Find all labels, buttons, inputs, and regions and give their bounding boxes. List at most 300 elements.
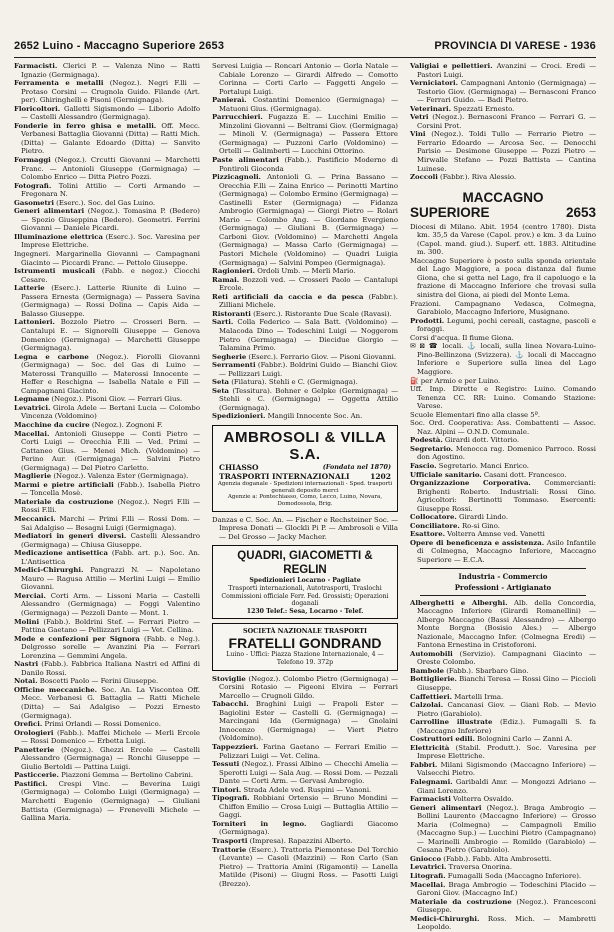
ad-gondrand-top: SOCIETÀ NAZIONALE TRASPORTI: [242, 627, 368, 636]
directory-entry: [410, 795, 596, 804]
entry-text: Pangrazzi N. — Napoletano Mauro — Ragusa Attilio — Merlini Luigi — Emilio Giovanni.: [21, 566, 200, 592]
entry-category: Levatrici.: [14, 403, 51, 412]
entry-text: Servesi Luigia — Roncari Antonio — Gorla Natale — Cabiale Lorenzo — Girardi Alfredo — Comotto Corinna — Corti Carlo — Faggetti Angelo — Portalupi Luigi.: [212, 62, 398, 96]
entry-text: Gagliardi Giacomo (Germignaga).: [219, 819, 398, 837]
directory-entry: [14, 404, 200, 421]
entry-text: Corti Arm. — Lissoni Maria — Castelli Alessandro (Germignaga) — Foggi Valentino (Germignaga) — Pezzoli Dante — Mont. 1.: [21, 591, 200, 617]
entry-category: Seta: [212, 378, 230, 387]
directory-entry: [14, 267, 200, 284]
entry-text: Antonioli Giuseppe — Conti Pietro — Corti Luigi — Orecchia F.lli — Ved. Primi — Cattaneo Gius. — Menei Mich. (Voldomino) — Perino Aur. (Germignaga) — Salvini Pietro (Germignaga) — Del Pietro Carletto.: [21, 429, 200, 472]
directory-entry: [14, 498, 200, 515]
entry-text: (Negoz.). Zognoni F.: [89, 420, 163, 429]
entry-category: Orefici.: [14, 720, 43, 729]
entry-category: Ramai.: [212, 275, 240, 284]
directory-entry: [14, 618, 200, 635]
directory-entry: [212, 267, 398, 276]
entry-text: (Tessitura). Bohner e Gelpke (Germignaga) — Stehli e C. (Germignaga) — Oggetta Attilio (Germignaga).: [219, 386, 398, 412]
directory-entry: [410, 436, 596, 445]
entry-text: Alb. della Concordia, Maccagno Inferiore (Girardi Romanellini) — Albergo Maccagno (Bassi Alessandro) — Albergo Monte Borgna (Bosisio Ales.) — Albergo Nazionale, Maccagno Infer. (Colmegna Eredi) — Fantona Ernestina in Cristoforoni.: [417, 598, 596, 650]
entry-category: Fabbri.: [410, 760, 438, 769]
entry-text: (Impresa). Rapazzini Alberto.: [247, 836, 353, 845]
town-name-2: SUPERIORE: [410, 204, 490, 220]
entry-text: Braga Ambrogio — Todeschini Placido — Garoni Giov. (Maccagno Inf.): [417, 880, 596, 898]
ad-quadri-row: Spedizionieri Locarno - Pagliate: [249, 577, 361, 585]
entry-text: Soc. Ord. Cooperativa: Ass. Combattenti — Assoc. Naz. Alpini — O.N.D. Comunale.: [410, 419, 596, 436]
entry-text: (Fabbr.). Zilliani Michele.: [219, 292, 398, 310]
directory-entry: [14, 566, 200, 592]
entry-category: Generi alimentari: [410, 803, 482, 812]
column-3: [410, 62, 597, 932]
entry-text: Colla Federico — Sala Batt. (Voldomino) — Malacoda Dino — Todeschini Luigi — Noggerom Pietro (Germignaga) — Diecidue Giorgio — Talamina Primo.: [219, 318, 398, 353]
directory-entry: [14, 395, 200, 404]
entry-category: Gasometri: [14, 198, 54, 207]
directory-entry: [14, 421, 200, 430]
ad-ambrosoli-service-row: [215, 472, 395, 481]
entry-text: Frazioni. Campagnano Vedasca, Colmegna, Garabiolo, Maccagno Inferiore, Musignano.: [410, 299, 596, 317]
ad-gondrand: [212, 623, 398, 670]
directory-entry: [212, 361, 398, 378]
directory-entry: [410, 701, 596, 718]
entry-category: Maglierie: [14, 472, 52, 481]
directory-entry: [212, 387, 398, 413]
entry-text: Bozzoli ved. — Crosseri Paolo — Cantalupi Ercole.: [219, 275, 398, 293]
entry-text: Ro-si Gino.: [459, 521, 500, 530]
directory-entry: [410, 513, 596, 522]
header-left: 2652 Luino - Maccagno Superiore 2653: [14, 40, 225, 52]
entry-category: Carrolline illustrate: [410, 718, 493, 727]
entry-category: Farmacisti: [410, 795, 451, 804]
entry-category: Bottiglierie.: [410, 675, 457, 684]
entry-text: (Negoz.). Colombo Pietro (Germignaga) — Corsini Rotasio — Pigeoni Elvira — Ferrari Marcello — Crugnoli Gildo.: [219, 674, 398, 700]
ad-quadri-row: Commissioni officiale Ferr. Fed. Grossisti; Operazioni doganali: [221, 592, 389, 608]
directory-entry: [410, 855, 596, 864]
entry-text: Fugazza E. — Lucchini Emilio — Minzolini Giovanni — Beltrami Giov. (Germignaga) — Minoli V. (Germignaga) — Passera Ettore (Germignaga) — Puzzoni Carlo (Voldomino) — Ortelli — Galimberti — Lucchini Ottorino.: [219, 113, 398, 156]
ad-quadri-row: 1230 Telef.: Sesa, Locarno - Telef.: [246, 607, 364, 615]
ad-ambrosoli-founded: (Fondata nel 1870): [322, 462, 391, 471]
entry-text: Bozzolo Pietro — Crosseri Bern. — Cantalupi E. — Signorelli Giuseppe — Genova Domenico (Germignaga) — Marchetti Giuseppe (Germignaga).: [21, 318, 200, 353]
entry-category: Parrucchieri.: [212, 113, 263, 122]
entry-text: Mangili Innocente Soc. An.: [265, 412, 363, 421]
directory-entry: [212, 96, 398, 113]
entry-text: Clerici P. — Valenza Nino — Ratti Ignazio (Germignaga).: [21, 62, 200, 79]
entry-text: Costantini Domenico (Germignaga) — Matuoni Gius. (Germignaga).: [219, 96, 398, 113]
entry-category: Bambole: [410, 666, 444, 675]
entry-text: (Fabb.). Maffei Michele — Merli Ercole — Rossi Domenico — Erbetta Luigi.: [21, 728, 200, 746]
entry-text: (Negoz.). Francesconi Giuseppe.: [417, 897, 596, 915]
entry-category: Torniteri in legno.: [212, 819, 307, 828]
directory-entry: [410, 881, 596, 898]
entry-text: (Servizio). Campagnani Giacinto — Oreste Colombo.: [417, 649, 596, 667]
entry-text: Danzas e C. Soc. An. — Fischer e Rechsteiner Soc. — Impresa Donati — Glockli Pi P. — Ambrosoli e Villa — Del Grosso — Jacky Macher.: [212, 515, 398, 541]
entry-text: Garibaldi Amr. — Mongozzi Adriano — Giani Lorenzo.: [417, 778, 596, 795]
entry-category: Conciliatore.: [410, 521, 460, 530]
entry-text: Braghini Luigi — Frapoli Ester — Bagiolini Ester — Castelli G. (Germignaga) — Marcingani Ida (Germignaga) — Gnolaini Innocenzo (Germignaga) — Viert Pietro (Voldomino).: [219, 700, 398, 743]
entry-category: Farmacisti.: [14, 62, 58, 70]
directory-entry: [410, 675, 596, 692]
directory-entry: [410, 761, 596, 778]
entry-category: Veterinari.: [410, 104, 452, 113]
directory-entry: [410, 693, 596, 702]
entry-text: ⛽ per Armio e per Luino.: [410, 376, 501, 385]
directory-entry: [410, 113, 596, 130]
entry-category: Alberghetti e Alberghi.: [410, 598, 508, 607]
directory-entry: [14, 780, 200, 823]
entry-category: Zoccoli: [410, 173, 438, 182]
entries-col2a: [212, 62, 398, 421]
town-code: 2653: [565, 204, 596, 220]
ad-quadri-title: QUADRI, GIACOMETTI & REGLIN: [237, 550, 373, 577]
directory-entry: [14, 592, 200, 618]
entry-text: Ross. Mich. — Mambretti Leopoldo.: [417, 914, 596, 932]
entry-text: Avanzini — Croci. Eredi — Pastori Luigi.: [417, 62, 596, 79]
entry-category: Mode e confezioni per Signora: [14, 634, 140, 643]
entry-category: Molini: [14, 617, 40, 626]
ad-gondrand-address: Luino - Uffici: Piazza Stazione Internazionale, 4 — Telefono 19.: [226, 651, 384, 666]
entry-text: Segretario. Manci Enrico.: [436, 461, 529, 470]
directory-entry: [410, 667, 596, 676]
directory-entry: [410, 79, 596, 105]
entry-category: Ristoranti: [212, 309, 251, 318]
entry-text: (Negoz.). Pisoni Giov. — Ferrari Gius.: [49, 395, 183, 404]
entry-text: Diocesi di Milano. Abit. 1954 (centro 1780). Dista km. 35,5 da Varese (Capol. prov.) e km. 3 da Luino (Capol. mand. giud.). Superf. ett. 1883. Altitudine m. 300.: [410, 222, 596, 257]
entry-text: Girola Adele — Bertani Lucia — Colombo Vincenza (Voldomino): [21, 403, 200, 421]
entries-col2c: [212, 675, 398, 889]
entry-category: Ufficiale sanitario.: [410, 470, 482, 479]
directory-entry: [410, 530, 596, 539]
directory-entry: [410, 62, 596, 79]
entry-text: Menocca rag. Domenico Parroco. Rossi don Agostino.: [417, 444, 596, 462]
ad-quadri-row: Trasporti internazionali, Autotrasporti, Traslochi: [228, 585, 382, 593]
entry-category: Stoviglie: [212, 674, 246, 683]
entry-category: Ragionieri.: [212, 267, 256, 276]
entry-category: Valigiai e pellettieri.: [410, 62, 493, 70]
entry-text: Milani Sigismondo (Maccagno Inferiore) — Valsecchi Pietro.: [417, 760, 596, 778]
entry-category: Seta: [212, 386, 230, 395]
directory-entry: [212, 173, 398, 267]
entry-text: Asilo Infantile di Colmegna, Maccagno Inferiore, Maccagno Superiore — E.C.A.: [417, 538, 596, 564]
entry-category: Paste alimentari: [212, 156, 279, 165]
directory-entry: [212, 743, 398, 760]
directory-entry: [212, 293, 398, 310]
entry-category: Materiale da costruzione: [14, 497, 114, 506]
entry-text: Girardi dott. Vittorio.: [442, 436, 520, 445]
directory-entry: [410, 471, 596, 480]
entry-category: Fonderie in ferro ghisa e metalli.: [14, 121, 157, 130]
section-subtitle: Professioni - Artigianato: [454, 582, 552, 592]
entry-text: Spezzati Ernesto.: [451, 104, 515, 113]
entry-text: Traversa Onorina.: [446, 863, 513, 872]
directory-entry: [410, 300, 596, 317]
entry-text: (Negoz.). Negri F.lli — Protaso Corsini — Crugnola Guido. Filande (Art. per). Ghiringhelli e Pisoni (Germignaga).: [21, 79, 200, 105]
entry-category: Elettricità: [410, 743, 450, 752]
entry-text: Castelli Alessandro (Germignaga) — Chiusa Giuseppe.: [21, 532, 200, 549]
ad-ambrosoli-service: TRASPORTI INTERNAZIONALI: [219, 471, 350, 481]
section-title: Industria - Commercio: [458, 571, 548, 581]
directory-entry: [212, 378, 398, 387]
page-header: [14, 40, 596, 56]
ad-ambrosoli-line: Agenzia doganale - Spedizioni internazionali - Sped. trasporti generali deposito merci: [217, 480, 393, 494]
entry-category: Vetri: [410, 113, 429, 122]
directory-entry: [14, 720, 200, 729]
directory-entry: [14, 233, 200, 250]
header-rule: [14, 57, 596, 58]
entry-text: Legumi, pochi cereali, castagne, pascoli e foraggi.: [417, 316, 596, 334]
directory-entry: [14, 353, 200, 396]
entry-text: (Negoz.). Fiorolli Giovanni (Germignaga) — Soc. del Gas di Luino — Materossi Tranquillo — Materossi Innocente — Heffer e Reschigna — Isabella Natale e Fill — Campagnani Giacinto.: [21, 352, 200, 395]
directory-entry: [410, 479, 596, 513]
directory-entry: [410, 872, 596, 881]
directory-entry: [212, 846, 398, 889]
entry-category: Macellai.: [410, 880, 446, 889]
entry-category: Panieraì.: [212, 96, 247, 105]
directory-entry: [410, 411, 596, 420]
directory-entry: [212, 318, 398, 352]
entry-category: Mediatori in generi diversi.: [14, 532, 127, 541]
entry-category: Serramenti: [212, 361, 256, 370]
directory-entry: [14, 79, 200, 105]
entry-category: Falegnami.: [410, 778, 453, 787]
directory-entry: [212, 760, 398, 786]
entry-category: Medicazione antisettica: [14, 549, 108, 558]
entry-category: Generi alimentari: [14, 207, 85, 216]
entry-category: Calzolai.: [410, 701, 444, 710]
column-1: [14, 62, 200, 898]
directory-entry: [410, 778, 596, 795]
entry-text: (Filatura). Stehli e C. (Germignaga).: [229, 378, 358, 387]
directory-entry: [212, 786, 398, 795]
entry-category: Vini: [410, 130, 426, 139]
entry-text: Cancanasi Giov. — Giani Rob. — Mevio Pietro (Garabiolo).: [417, 701, 596, 718]
entry-text: (Eserc.). Ferrario Giov. — Pisoni Giovanni.: [246, 352, 397, 361]
entry-text: Casani dott. Francesco.: [481, 470, 567, 479]
entry-text: (Negoz.). Ghezzi Ercole — Castelli Alessandro (Germignaga) — Ronchi Giuseppe — Giulio Bertoldi — Pattina Luigi.: [21, 745, 200, 771]
entry-category: Tabacchi.: [212, 700, 249, 709]
directory-entry: [212, 276, 398, 293]
directory-entry: [14, 746, 200, 772]
entry-text: Piazzoni Gemma — Bertolino Cabrini.: [58, 771, 194, 780]
directory-entry: [410, 804, 596, 855]
directory-entry: [212, 516, 398, 542]
entry-category: Segherie: [212, 352, 247, 361]
column-2: [212, 62, 398, 898]
entry-category: Gniocco: [410, 854, 442, 863]
entry-category: Legname: [14, 395, 50, 404]
entry-text: Commercianti: Brighenti Roberto. Industriali: Rossi Gino. Agricoltori: Bertinotti Tommaso. Esercenti: Giuseppe Rossi.: [417, 479, 596, 513]
entry-text: Off. Mecc. Verbanesi Battaglia Giovanni (Ditta) — Ratti Mich. (Ditta) — Galante Edoardo (Ditta) — Sanvito Pietro.: [21, 121, 201, 156]
entry-category: Fascio.: [410, 461, 437, 470]
ad-gondrand-title: FRATELLI GONDRAND: [228, 635, 382, 652]
entry-text: Volterra Amnse ved. Vanetti: [444, 530, 545, 539]
entry-category: Trasporti: [212, 836, 248, 845]
directory-entry: [410, 863, 596, 872]
entry-text: (Fabb.). Sbarbaro Gino.: [444, 666, 529, 675]
entry-text: (Negoz.). Frassi Albino — Checchi Amelia — Sperotti Luigi — Sala Aug. — Rossi Dom. — Pezzali Dante — Corti Arm. — Gervasi Ambrogio.: [219, 760, 398, 786]
section-divider: [420, 568, 586, 569]
entry-category: Prodotti.: [410, 316, 445, 325]
entry-text: Martelli Irma.: [452, 692, 504, 701]
entry-text: Ingegneri. Margarinella Giovanni — Campagnani Giacinto — Piccardi Franc. — Pettolo Giuseppe.: [14, 250, 200, 267]
directory-entry: [14, 515, 200, 532]
entry-category: Opere di beneficenza e assistenza.: [410, 538, 545, 547]
directory-entry: [212, 675, 398, 701]
town-name-1: MACCAGNO: [462, 189, 544, 205]
directory-entry: [212, 820, 398, 837]
directory-entry: [410, 735, 596, 744]
entry-category: Automobili: [410, 649, 453, 658]
directory-entry: [14, 284, 200, 318]
entry-text: (Stabil. Produtt.). Soc. Varesina per Imprese Elettriche.: [417, 743, 596, 761]
entry-text: (Eserc.). Soc. del Gas Luino.: [53, 198, 156, 207]
directory-entry: [212, 353, 398, 362]
entry-text: Galletti Sigismondo — Liborio Adolfo — Castelli Alessandro (Germignaga).: [21, 104, 200, 122]
directory-entry: [410, 223, 596, 257]
directory-entry: [410, 744, 596, 761]
directory-entry: [14, 472, 200, 481]
entry-text: Corsi d'acqua. Il fiume Giona.: [410, 333, 514, 342]
entry-category: Illuminazione elettrica: [14, 232, 103, 241]
ad-ambrosoli-title: AMBROSOLI & VILLA S.A.: [223, 428, 387, 463]
entry-text: (Negoz.). Valenza Ester (Germignaga).: [51, 472, 189, 481]
entry-text: Ordoli Umb. — Merli Mario.: [255, 267, 356, 276]
entry-category: Panetterie: [14, 745, 55, 754]
entry-text: (Eserc.). Ristorante Due Scale (Ravasi).: [250, 309, 392, 318]
ad-quadri-giacometti: [212, 545, 398, 619]
entry-category: Levatrici.: [410, 863, 447, 872]
directory-entry: [212, 156, 398, 173]
directory-entry: [14, 771, 200, 780]
entry-text: (Fabb.). Fabb. Alta Ambrosetti.: [441, 854, 552, 863]
entry-category: Pizzicagnoli.: [212, 173, 261, 182]
directory-entry: [410, 419, 596, 436]
entry-category: Latterie: [14, 284, 45, 293]
directory-entry: [410, 522, 596, 531]
ad-ambrosoli-phone: 1202: [370, 471, 391, 481]
entry-category: Collocatore.: [410, 513, 457, 522]
entry-category: Legna e carbone: [14, 352, 89, 361]
entry-text: Volterra Osvaldo.: [450, 795, 514, 804]
entry-text: (Fabb.). Boldrini Stef. — Ferrari Pietro — Pattina Gaetano — Pellizzari Luigi — Vet. Cellina.: [21, 617, 200, 635]
town-row: [410, 205, 596, 220]
directory-entry: [14, 62, 200, 79]
entry-text: (Fabb.). Isabella Pietro — Toncella Mosè.: [21, 480, 200, 498]
entry-category: Materiale da costruzione: [410, 897, 512, 906]
entry-text: (Negoz.). Tomasina P. (Bedero) — Spozio Giuseppina (Bedero). Geometri. Ferrini Giovanni — Daniele Picardi.: [21, 207, 200, 233]
entry-text: Scuole Elementari fino alla classe 5ª.: [410, 410, 541, 419]
entry-text: (Negoz.). Braga Ambrogio — Bollini Laurento (Maccagno Inferiore) — Grosso Maria (Colmegna) — Campagnoli Emilio (Maccagno Sup.) — Lucchini Pietro (Campagnano) — Marinelli Ambrogio — Romildo (Garabiolo) — Cesana Pietro (Garabiolo).: [417, 803, 596, 855]
entry-category: Tappezzieri.: [212, 742, 259, 751]
directory-entry: [14, 430, 200, 473]
entries-col1: [14, 62, 200, 823]
entry-text: Girardi Lindo.: [456, 513, 509, 522]
entry-category: Formaggi: [14, 156, 51, 165]
entry-category: Merciai.: [14, 591, 46, 600]
directory-entry: [410, 342, 596, 376]
entry-text: (Negoz.). Toldi Tullo — Ferrario Pietro — Ferrario Edoardo — Arcosa Sec. — Denocchi Parisio — Desimone Giuseppe — Pozzi Pietro — Mirwalle Stefano — Pozzi Battista — Cantina Luinese.: [417, 130, 596, 173]
directory-entry: [14, 207, 200, 233]
directory-entry: [14, 199, 200, 208]
directory-entry: [410, 130, 596, 173]
entry-category: Segretario.: [410, 444, 453, 453]
directory-entry: [410, 173, 596, 182]
directory-entry: [14, 318, 200, 352]
section-divider: [420, 595, 586, 596]
entry-category: Istrumenti musicali: [14, 267, 96, 276]
entry-text: Crespi Vinc. — Beverina Luigi (Germignaga) — Colombo Luigi (Germignaga) — Marchetti Eugenio (Germignaga) — Giuliani Battista (Germignaga) — Frenevelli Michele — Gallina Maria.: [21, 779, 200, 823]
entry-text: Bianchi Teresa — Rossi Gino — Piccioli Giuseppe.: [417, 675, 596, 692]
entry-category: Macellai.: [14, 429, 50, 438]
entry-text: (Ediz.). Fumagalli S. fa (Maccagno Inferiore): [417, 718, 597, 735]
directory-entry: [14, 549, 200, 566]
ad-ambrosoli-row: [215, 463, 395, 472]
header-right: PROVINCIA DI VARESE - 1936: [434, 40, 596, 52]
directory-entry: [14, 686, 200, 720]
entry-text: (Eserc.). Soc. Varesina per Imprese Elettriche.: [21, 232, 200, 250]
entry-category: Floricoltori.: [14, 104, 61, 113]
directory-entry: [410, 257, 596, 300]
entry-text: (Fabbr.). Riva Alessio.: [437, 173, 517, 182]
entry-category: Meccanici.: [14, 514, 56, 523]
entry-category: Spedizionieri.: [212, 412, 266, 421]
entry-text: (Fabb.). Pastificio Moderno di Pontiroli Gioconda: [219, 156, 399, 173]
directory-entry: [14, 532, 200, 549]
entry-category: Litografi.: [410, 872, 446, 881]
entry-text: Marchi — Primi F.lli — Rossi Dom. — Sai Adalgiso — Besagni Luigi (Germignaga).: [21, 514, 200, 532]
entry-text: Uff. Imp. Dirette e Registro: Luino. Comando Tenenza CC. RR: Luino. Comando Stazione: Varese.: [410, 385, 596, 411]
directory-entry: [14, 156, 200, 182]
entries-col3c: [410, 599, 596, 932]
entry-category: Tessuti: [212, 760, 240, 769]
directory-entry: [14, 122, 200, 156]
directory-entry: [212, 837, 398, 846]
entry-text: Maccagno Superiore è posto sulla sponda orientale del Lago Maggiore, a poca distanza dal fiume Giona, che si getta nel Lago, fra il capoluogo e la frazione di Maccagno Inferiore che trovasi sulla sinistra del Giona, ai piedi del Monte Lema.: [410, 256, 596, 300]
directory-entry: [212, 794, 398, 820]
ad-ambrosoli-line: Agenzie a: Pontechiasso, Como, Lecco, Luino, Novara, Domodossola, Brig.: [227, 494, 383, 508]
entry-text: Antonioli G. — Prina Bassano — Orecchia F.lli — Zaina Enrico — Perinotti Martino (Germignaga) — Colombo Ermino (Germignaga) — Castinelli Ester (Germignaga) — Fidanza Ambrogio (Germignaga) — Giorgi Pietro — Rolari Mario — Colombo Ang. — Giordano Evergieno (Germignaga) — Giuliani B. (Germignaga) — Carboni Giov. (Voldomino) — Marchetti Angela (Germignaga) — Massa Carlo (Germignaga) — Pastori Michele (Voldomino) — Quadri Luigia (Germignaga) — Salvini Pompeo (Germignaga).: [219, 173, 398, 267]
entry-category: Orologieri: [14, 728, 54, 737]
entry-category: Tipografi.: [212, 794, 250, 803]
entry-text: (Eserc.). Latterie Riunite di Luino — Passera Ernesta (Germignaga) — Passera Savina (Germignaga) — Rossi Dolina — Capis Aida — Balasso Giuseppe.: [21, 284, 200, 318]
directory-entry: [410, 105, 596, 114]
entry-category: Marmi e pietre artificiali: [14, 480, 114, 489]
entry-category: Reti artificiali da caccia e da pesca: [212, 292, 364, 301]
entry-category: Podestà.: [410, 436, 443, 445]
entry-text: Robbiani Ortensio — Bruno Mondini — Chiffon Emilio — Crosa Luigi — Buttaglia Attilio — Gaggi.: [219, 794, 398, 820]
entry-text: Farina Gaetano — Ferrari Emilio — Pelizzari Luigi — Vet. Celina.: [219, 742, 398, 760]
entry-category: Organizzazione Corporativa.: [410, 479, 531, 488]
directory-entry: [410, 650, 596, 667]
directory-entry: [410, 377, 596, 386]
entry-category: Medici-Chirurghi.: [410, 914, 480, 923]
entry-text: (Negoz.). Crcutti Giovanni — Marchetti Franc. — Antonioli Giuseppe (Germignaga) — Colombo Enrico — Ditta Pietro Pozzi.: [21, 156, 200, 182]
entry-text: (Negoz.). Negri F.lli — Rossi F.lli.: [21, 497, 200, 515]
directory-entry: [14, 182, 200, 199]
directory-entry: [212, 412, 398, 421]
entries-col3b: [410, 223, 596, 565]
directory-entry: [212, 700, 398, 743]
entry-text: Tolini Attilio — Corti Armando — Fregonara N.: [21, 181, 200, 199]
entry-category: Esattore.: [410, 530, 445, 539]
entry-category: Macchine da cucire: [14, 420, 90, 429]
directory-entry: [14, 105, 200, 122]
directory-entry: [14, 250, 200, 267]
directory-entry: [410, 718, 596, 735]
directory-entry: [410, 317, 596, 334]
ad-gondrand-ref: 372p: [317, 658, 334, 666]
directory-entry: [410, 599, 596, 650]
entry-text: Campagnani Antonio (Germignaga) — Testorio Giov. (Germignaga) — Bernasconi Franco — Ferrari Guido. — Badi Pietro.: [417, 79, 596, 105]
entry-category: Lattonieri.: [14, 318, 55, 327]
directory-entry: [410, 462, 596, 471]
